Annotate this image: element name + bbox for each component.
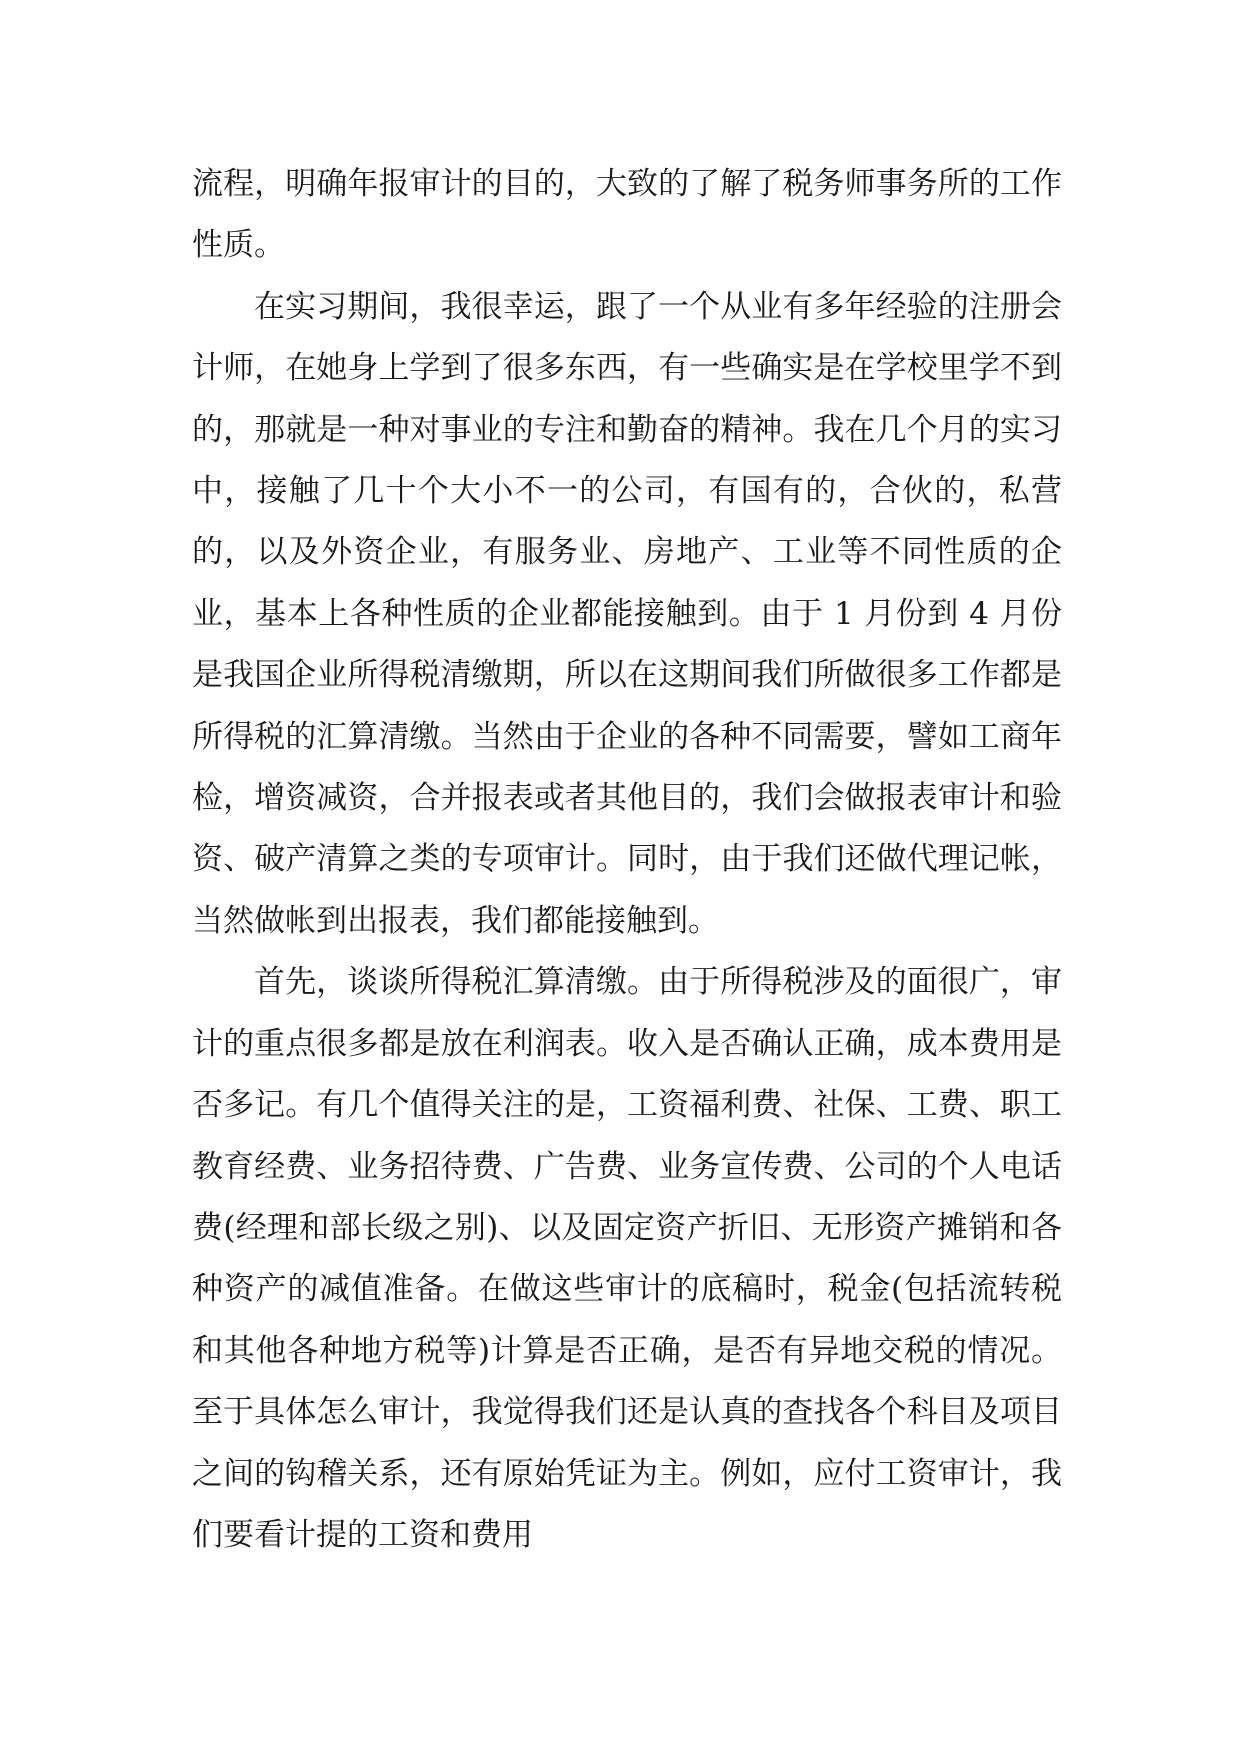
document-body	[192, 154, 1062, 1566]
paragraph-2: 在实习期间，我很幸运，跟了一个从业有多年经验的注册会计师，在她身上学到了很多东西，有一些确实是在学校里学不到的，那就是一种对事业的专注和勤奋的精神。我在几个月的实习中，接触了几十个大小不一的公司，有国有的，合伙的，私营的，以及外资企业，有服务业、房地产、工业等不同性质的企业，基本上各种性质的企业都能接触到。由于 1 月份到 4 月份是我国企业所得税清缴期，所以在这期间我们所做很多工作都是所得税的汇算清缴。当然由于企业的各种不同需要，譬如工商年检，增资减资，合并报表或者其他目的，我们会做报表审计和验资、破产清算之类的专项审计。同时，由于我们还做代理记帐，当然做帐到出报表，我们都能接触到。	[192, 288, 1062, 939]
paragraph-3: 首先，谈谈所得税汇算清缴。由于所得税涉及的面很广，审计的重点很多都是放在利润表。收入是否确认正确，成本费用是否多记。有几个值得关注的是，工资福利费、社保、工费、职工教育经费、业务招待费、广告费、业务宣传费、公司的个人电话费(经理和部长级之别)、以及固定资产折旧、无形资产摊销和各种资产的减值准备。在做这些审计的底稿时，税金(包括流转税和其他各种地方税等)计算是否正确，是否有异地交税的情况。至于具体怎么审计，我觉得我们还是认真的查找各个科目及项目之间的钩稽关系，还有原始凭证为主。例如，应付工资审计，我们要看计提的工资和费用	[192, 964, 1062, 1553]
paragraph-1: 流程，明确年报审计的目的，大致的了解了税务师事务所的工作性质。	[192, 166, 1062, 264]
